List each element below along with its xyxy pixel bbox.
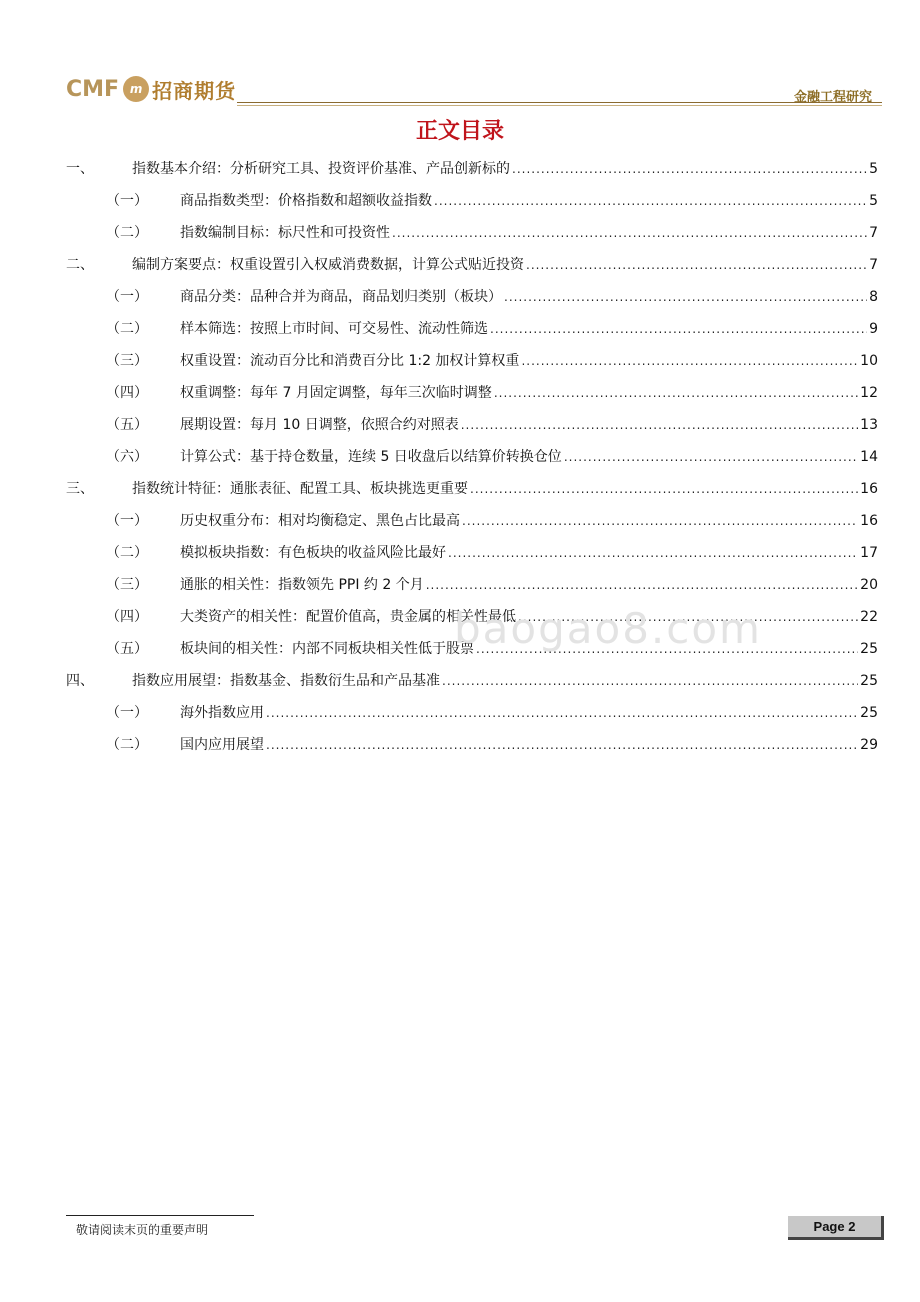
toc-entry-body (180, 350, 878, 370)
toc-entry[interactable] (66, 472, 878, 504)
toc-entry-title[interactable]: 板块间的相关性：内部不同板块相关性低于股票 (180, 641, 474, 657)
toc-entry[interactable] (66, 312, 878, 344)
toc-dot-leader (470, 482, 858, 496)
toc-entry-number: （二） (106, 737, 148, 753)
toc-entry-body (132, 158, 878, 178)
toc-entry[interactable] (66, 376, 878, 408)
toc-entry-page[interactable]: 5 (869, 161, 878, 177)
toc-entry-page[interactable]: 29 (860, 737, 878, 753)
toc-dot-leader (526, 258, 867, 272)
cmf-logo (66, 74, 236, 104)
toc-dot-leader (462, 514, 858, 528)
toc-entry-body (180, 446, 878, 466)
toc-entry[interactable] (66, 184, 878, 216)
toc-dot-leader (426, 578, 858, 592)
toc-dot-leader (448, 546, 858, 560)
toc-entry-page[interactable]: 10 (860, 353, 878, 369)
toc-entry-title[interactable]: 样本筛选：按照上市时间、可交易性、流动性筛选 (180, 321, 488, 337)
toc-entry-page[interactable]: 13 (860, 417, 878, 433)
toc-entry-page[interactable]: 7 (869, 225, 878, 241)
header-divider (237, 102, 882, 103)
toc-entry-body (180, 190, 878, 210)
toc-entry-title[interactable]: 通胀的相关性：指数领先 PPI 约 2 个月 (180, 577, 424, 593)
toc-entry-number: （三） (106, 353, 148, 369)
logo-chinese-text: 招商期货 (152, 78, 237, 103)
toc-entry-number: （六） (106, 449, 148, 465)
footer-disclaimer: 敬请阅读末页的重要声明 (76, 1223, 209, 1237)
toc-entry-body (132, 254, 878, 274)
toc-entry-body (180, 222, 878, 242)
toc-dot-leader (512, 162, 867, 176)
logo-latin-text: CMF (66, 76, 120, 102)
toc-entry[interactable] (66, 728, 878, 760)
toc-entry-number: （五） (106, 417, 148, 433)
toc-entry[interactable] (66, 536, 878, 568)
toc-entry[interactable] (66, 504, 878, 536)
page-number-badge: Page 2 (788, 1216, 884, 1240)
toc-entry-number: （二） (106, 545, 148, 561)
toc-entry-number: （五） (106, 641, 148, 657)
toc-entry-number: （三） (106, 577, 148, 593)
toc-entry-page[interactable]: 25 (860, 641, 878, 657)
toc-entry-body (132, 478, 878, 498)
toc-entry-title[interactable]: 指数统计特征：通胀表征、配置工具、板块挑选更重要 (132, 481, 468, 497)
toc-entry[interactable] (66, 568, 878, 600)
toc-entry-title[interactable]: 计算公式：基于持仓数量，连续 5 日收盘后以结算价转换仓位 (180, 449, 562, 465)
toc-entry-title[interactable]: 国内应用展望 (180, 737, 264, 753)
toc-dot-leader (442, 674, 858, 688)
toc-entry-title[interactable]: 海外指数应用 (180, 705, 264, 721)
toc-dot-leader (461, 418, 858, 432)
toc-entry-page[interactable]: 16 (860, 513, 878, 529)
toc-entry-number: 三、 (66, 481, 94, 497)
toc-entry-page[interactable]: 14 (860, 449, 878, 465)
toc-entry-title[interactable]: 指数应用展望：指数基金、指数衍生品和产品基准 (132, 673, 440, 689)
toc-entry[interactable] (66, 152, 878, 184)
toc-entry-body (180, 382, 878, 402)
toc-entry-body (180, 702, 878, 722)
section-label: 金融工程研究 (793, 90, 872, 105)
footer-divider (66, 1215, 254, 1216)
toc-entry-number: （一） (106, 705, 148, 721)
toc-dot-leader (494, 386, 858, 400)
toc-entry[interactable] (66, 408, 878, 440)
toc-entry-page[interactable]: 20 (860, 577, 878, 593)
page-title: 正文目录 (415, 119, 504, 144)
toc-entry-number: （二） (106, 225, 148, 241)
toc-entry-title[interactable]: 商品指数类型：价格指数和超额收益指数 (180, 193, 432, 209)
toc-entry-title[interactable]: 权重设置：流动百分比和消费百分比 1:2 加权计算权重 (180, 353, 520, 369)
toc-entry[interactable] (66, 696, 878, 728)
toc-entry-body (180, 414, 878, 434)
toc-dot-leader (266, 738, 858, 752)
watermark: baogao8.com (454, 604, 762, 653)
page-header (62, 70, 882, 106)
table-of-contents (66, 152, 878, 760)
toc-entry-number: （一） (106, 193, 148, 209)
toc-entry-number: （四） (106, 609, 148, 625)
toc-entry[interactable] (66, 664, 878, 696)
logo-emblem-icon: m (123, 76, 149, 102)
toc-entry-number: （一） (106, 289, 148, 305)
toc-dot-leader (392, 226, 867, 240)
toc-entry-number: 四、 (66, 673, 94, 689)
toc-entry-body (180, 510, 878, 530)
toc-entry-body (180, 286, 878, 306)
toc-entry[interactable] (66, 344, 878, 376)
toc-entry-body (180, 542, 878, 562)
toc-entry-page[interactable]: 8 (869, 289, 878, 305)
toc-entry-page[interactable]: 12 (860, 385, 878, 401)
toc-entry-page[interactable]: 25 (860, 705, 878, 721)
toc-entry-body (132, 670, 878, 690)
toc-dot-leader (521, 354, 858, 368)
toc-entry-body (180, 734, 878, 754)
toc-entry-title[interactable]: 编制方案要点：权重设置引入权威消费数据，计算公式贴近投资 (132, 257, 524, 273)
toc-entry-title[interactable]: 展期设置：每月 10 日调整，依照合约对照表 (180, 417, 459, 433)
toc-entry-title[interactable]: 指数基本介绍：分析研究工具、投资评价基准、产品创新标的 (132, 161, 510, 177)
toc-dot-leader (504, 290, 867, 304)
toc-dot-leader (434, 194, 867, 208)
toc-entry-page[interactable]: 9 (869, 321, 878, 337)
toc-entry[interactable] (66, 216, 878, 248)
toc-entry-title[interactable]: 商品分类：品种合并为商品，商品划归类别（板块） (180, 289, 502, 305)
toc-dot-leader (490, 322, 867, 336)
toc-dot-leader (266, 706, 858, 720)
toc-entry-page[interactable]: 17 (860, 545, 878, 561)
toc-entry-body (180, 574, 878, 594)
toc-dot-leader (564, 450, 858, 464)
toc-entry-title[interactable]: 大类资产的相关性：配置价值高，贵金属的相关性最低 (180, 609, 516, 625)
toc-entry-page[interactable]: 16 (860, 481, 878, 497)
toc-entry-number: （四） (106, 385, 148, 401)
toc-entry-title[interactable]: 历史权重分布：相对均衡稳定、黑色占比最高 (180, 513, 460, 529)
toc-entry[interactable] (66, 248, 878, 280)
toc-entry[interactable] (66, 440, 878, 472)
toc-entry-body (180, 318, 878, 338)
toc-entry-page[interactable]: 7 (869, 257, 878, 273)
toc-entry-title[interactable]: 模拟板块指数：有色板块的收益风险比最好 (180, 545, 446, 561)
toc-entry-number: （二） (106, 321, 148, 337)
toc-entry-number: 二、 (66, 257, 94, 273)
toc-entry-page[interactable]: 5 (869, 193, 878, 209)
toc-entry-page[interactable]: 22 (860, 609, 878, 625)
toc-entry-page[interactable]: 25 (860, 673, 878, 689)
header-divider-thin (237, 105, 882, 106)
toc-entry[interactable] (66, 280, 878, 312)
toc-entry-title[interactable]: 指数编制目标：标尺性和可投资性 (180, 225, 390, 241)
toc-entry-title[interactable]: 权重调整：每年 7 月固定调整，每年三次临时调整 (180, 385, 492, 401)
toc-entry-number: 一、 (66, 161, 94, 177)
toc-entry-number: （一） (106, 513, 148, 529)
